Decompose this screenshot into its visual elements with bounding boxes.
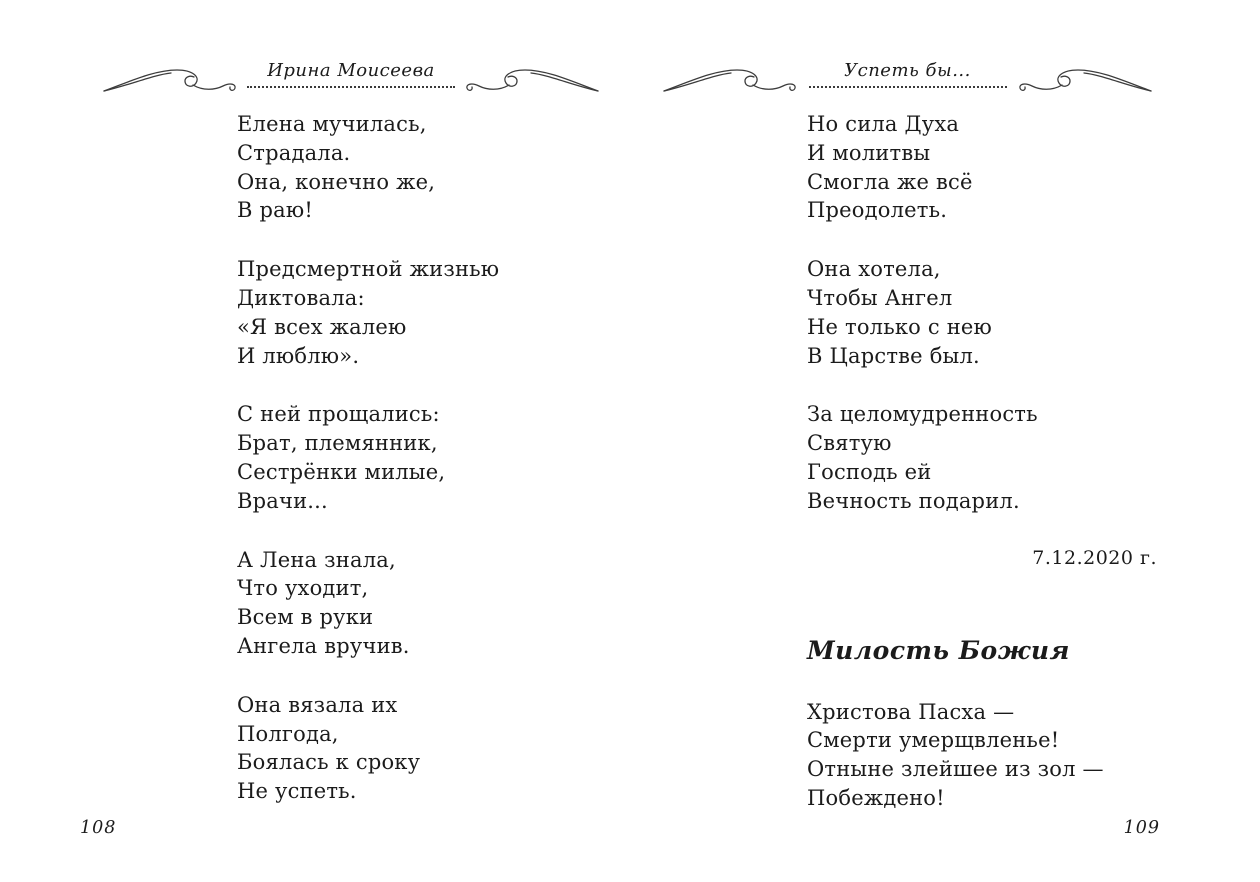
stanza [807,400,1157,515]
poem-line: Чтобы Ангел [807,285,953,310]
flourish-ornament-icon [663,64,803,98]
flourish-ornament-icon [103,64,243,98]
flourish-ornament-icon [459,64,599,98]
left-page-header [103,60,585,106]
poem-line: Святую [807,431,892,456]
poem-line: И молитвы [807,140,931,165]
poem-line: Не только с нею [807,314,993,339]
poem-line: Брат, племянник, [237,431,438,456]
poem-line: Она хотела, [807,257,941,282]
stanza [237,691,617,806]
poem-line: Предсмертной жизнью [237,257,500,282]
left-header-center [243,60,459,88]
left-page-text [237,110,617,836]
poem-line: Всем в руки [237,605,374,630]
poem-line: Не успеть. [237,779,357,804]
poem-line: Христова Пасха — [807,699,1015,724]
left-running-header: Ирина Моисеева [267,60,435,81]
poem-title: Милость Божия [807,635,1070,665]
right-page-header [663,60,1152,106]
stanza [237,400,617,515]
poem-line: В раю! [237,198,313,223]
poem-line: Побеждено! [807,785,945,810]
stanza [807,698,1157,813]
poem-line: «Я всех жалею [237,314,407,339]
poem-line: Вечность подарил. [807,488,1020,513]
stanza [807,255,1157,370]
poem-line: Диктовала: [237,285,365,310]
poem-line: Но сила Духа [807,112,960,136]
poem-line: Страдала. [237,140,351,165]
poem-line: За целомудренность [807,402,1038,427]
right-running-header: Успеть бы... [844,60,971,81]
right-page-number: 109 [1123,818,1160,838]
poem-line: С ней прощались: [237,402,440,427]
dotted-rule [247,86,455,88]
poem-line: Она, конечно же, [237,169,436,194]
poem-line: Сестрёнки милые, [237,459,446,484]
poem-line: Елена мучилась, [237,112,427,136]
poem-line: Врачи... [237,488,328,513]
poem-line: А Лена знала, [237,547,396,572]
poem-line: Полгода, [237,721,339,746]
dotted-rule [809,86,1007,88]
stanza [237,110,617,225]
poem-line: Смерти умерщвленье! [807,728,1060,753]
poem-line: Боялась к сроку [237,750,421,775]
poem-line: И люблю». [237,343,360,368]
poem-line: Отныне злейшее из зол — [807,757,1104,782]
flourish-ornament-icon [1012,64,1152,98]
stanza [237,255,617,370]
stanza [807,110,1157,225]
stanza [237,546,617,661]
poem-line: Что уходит, [237,576,369,601]
right-page-text [807,110,1157,843]
poem-line: Ангела вручив. [237,633,410,658]
poem-line: В Царстве был. [807,343,980,368]
left-page-number: 108 [80,818,117,838]
poem-line: Она вязала их [237,692,398,717]
poem-line: Господь ей [807,459,932,484]
poem-line: Смогла же всё [807,169,973,194]
poem-date: 7.12.2020 г. [1032,546,1157,569]
poem-line: Преодолеть. [807,198,948,223]
right-header-center [803,60,1012,88]
